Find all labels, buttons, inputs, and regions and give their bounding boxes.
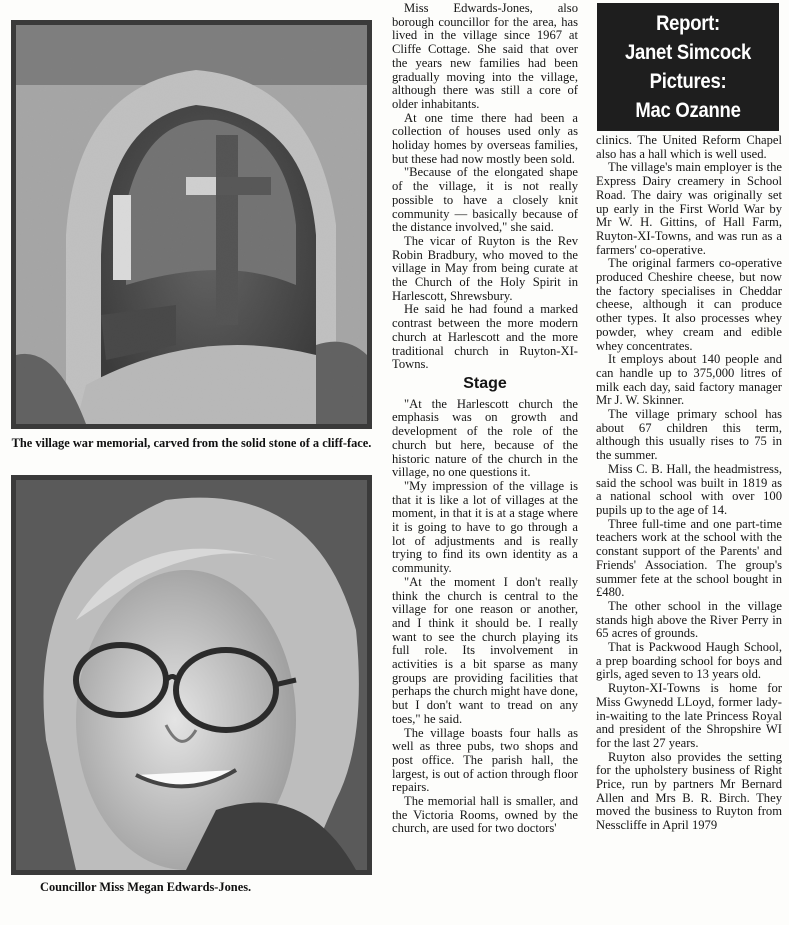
byline-report-label: Report: [656, 12, 720, 35]
article-paragraph: He said he had found a marked contrast between the more modern church at Harlescott and the more traditional church in Ruyton-XI-Towns. [392, 302, 578, 372]
portrait-image [16, 480, 367, 870]
article-paragraph-continuation: clinics. The United Reform Chapel also has a hall which is well used. [596, 133, 782, 161]
article-paragraph: "At the Harlescott church the emphasis was on growth and development of the role of the church but here, because of the historic nature of the church in the village, no one questions it. [392, 396, 578, 480]
article-paragraph: The original farmers co-operative produced Cheshire cheese, but now the factory specialises in Cheddar cheese, although it can produce other types. It also processes whey powder, whey cream and edible whey concentrates. [596, 256, 782, 353]
war-memorial-photo [11, 20, 372, 429]
article-middle-column [392, 2, 578, 836]
article-paragraph: Three full-time and one part-time teachers work at the school with the constant support of the Parents' and Friends' Association. The group's summer fete at the school bought in £480. [596, 516, 782, 600]
byline-pictures-label: Pictures: [649, 70, 727, 93]
byline-photographer-name: Mac Ozanne [635, 99, 741, 122]
article-paragraph: It employs about 140 people and can handle up to 375,000 litres of milk each day, said factory manager Mr J. W. Skinner. [596, 352, 782, 408]
article-paragraph: The vicar of Ruyton is the Rev Robin Bradbury, who moved to the village in May from being curate at the Church of the Holy Spirit in Harlescott, Shrewsbury. [392, 233, 578, 303]
article-paragraph: The village's main employer is the Express Dairy creamery in School Road. The dairy was originally set up early in the First World War by Mr W. H. Gittins, of Hall Farm, Ruyton-XI-Towns, and was run as a farmers' co-operative. [596, 160, 782, 257]
article-paragraph: Miss Edwards-Jones, also borough councillor for the area, has lived in the village since 1967 at Cliffe Cottage. She said that over the years new families had been gradually moving into the village, although there was still a core of older inhabitants. [392, 1, 578, 111]
war-memorial-caption: The village war memorial, carved from the solid stone of a cliff-face. [11, 436, 372, 450]
portrait-caption: Councillor Miss Megan Edwards-Jones. [40, 880, 252, 894]
subheading-stage: Stage [463, 374, 507, 392]
article-paragraph: The village primary school has about 67 children this term, although this usually rises to 75 in the summer. [596, 407, 782, 463]
article-paragraph: "Because of the elongated shape of the village, it is not really possible to have a closely knit community — basically because of the distance involved," she said. [392, 165, 578, 235]
article-paragraph: At one time there had been a collection of houses used only as holiday homes by overseas families, but these had now mostly been sold. [392, 110, 578, 166]
article-paragraph: Ruyton also provides the setting for the upholstery business of Right Price, run by partners Mr Bernard Allen and Mrs B. R. Birch. They moved the business to Ruyton from Nesscliffe in April 1979 [596, 749, 782, 833]
portrait-photo [11, 475, 372, 875]
article-paragraph: "My impression of the village is that it is like a lot of villages at the moment, in that it is at a stage where it is going to have to go through a lot of adjustments and is really trying to find its own identity as a community. [392, 478, 578, 576]
article-right-column [596, 134, 782, 833]
article-paragraph: "At the moment I don't really think the church is central to the village for one reason or another, and I think it should be. I really want to see the church playing its full role. Its involvement in activities is a bit sparse as many groups are providing facilities that perhaps the church might have done, but I don't want to tread on any toes," he said. [392, 574, 578, 726]
article-paragraph: The village boasts four halls as well as three pubs, two shops and post office. The parish hall, the largest, is out of action through floor repairs. [392, 725, 578, 795]
article-paragraph: Ruyton-XI-Towns is home for Miss Gwynedd LLoyd, former lady-in-waiting to the late Princess Royal and president of the Shropshire WI for the last 27 years. [596, 681, 782, 750]
article-paragraph: The memorial hall is smaller, and the Victoria Rooms, owned by the church, are used for two doctors' [392, 794, 578, 836]
war-memorial-image [16, 25, 367, 424]
article-paragraph: Miss C. B. Hall, the headmistress, said the school was built in 1819 as a national school with over 100 pupils up to the age of 14. [596, 461, 782, 517]
article-paragraph: That is Packwood Haugh School, a prep boarding school for boys and girls, aged seven to 13 years old. [596, 640, 782, 682]
article-paragraph: The other school in the village stands high above the River Perry in 65 acres of grounds. [596, 598, 782, 641]
byline-banner [597, 3, 779, 131]
byline-reporter-name: Janet Simcock [624, 41, 752, 64]
